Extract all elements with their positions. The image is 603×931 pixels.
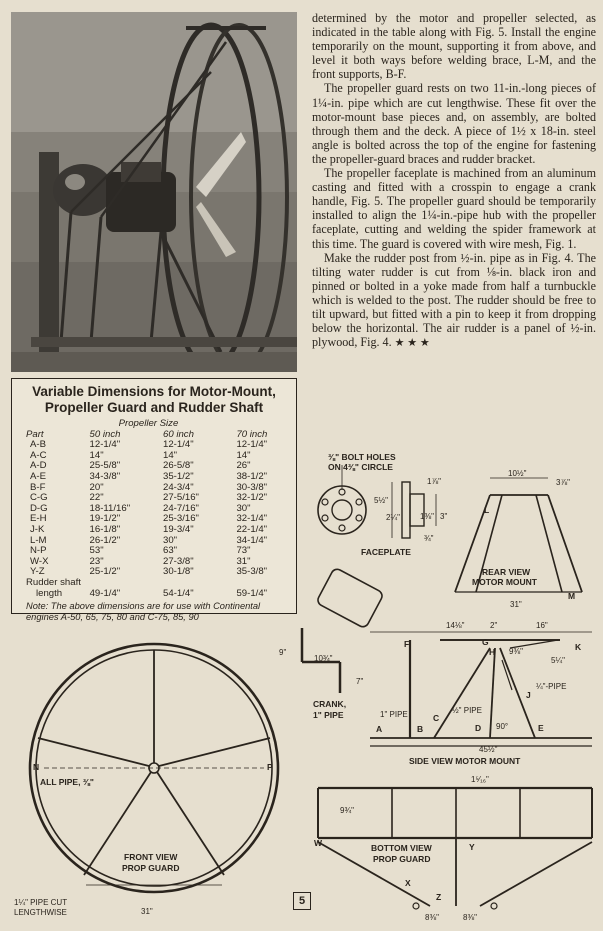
table-cell-part: C-G — [30, 492, 48, 504]
faceplate-dim-1: 5½" — [374, 496, 388, 505]
photo-illustration — [11, 12, 297, 372]
table-cell-value: 34-3/8" — [89, 470, 121, 482]
table-cell-value: 73" — [236, 545, 251, 557]
table-cell-value: 32-1/2" — [236, 492, 268, 504]
rear-point-l: L — [484, 505, 490, 515]
side-top-dim-2: 2" — [490, 621, 498, 630]
rudder-shaft-label: Rudder shaft — [26, 576, 81, 588]
front-point-p: P — [267, 762, 273, 772]
table-cell-value: 19-1/2" — [89, 513, 121, 525]
rear-top-dim-1: 10½" — [508, 469, 527, 478]
rear-point-m: M — [568, 591, 576, 601]
table-row — [26, 493, 296, 504]
bottom-dim-1: 8⅜" — [425, 913, 439, 922]
side-angle: 90° — [496, 722, 509, 731]
table-cell-part: Y-Z — [30, 566, 45, 578]
rear-bottom-dim: 31" — [510, 600, 522, 609]
table-cell-value: 38-1/2" — [236, 470, 268, 482]
article-body — [312, 11, 596, 350]
faceplate-dim-5: 3" — [440, 512, 448, 521]
table-cell-part: A-D — [30, 460, 47, 472]
rear-top-dim-2: 3⅞" — [556, 478, 570, 487]
side-overall-dim: 45½" — [479, 745, 498, 754]
table-cell-part: N-P — [30, 545, 47, 557]
table-cell-value: 30-3/8" — [236, 481, 268, 493]
table-group-header-row — [26, 419, 296, 430]
table-cell-value: 16-1/8" — [89, 523, 121, 535]
faceplate-drawing — [312, 460, 452, 560]
table-row-rudder — [26, 589, 296, 600]
side-point-g: G — [482, 637, 489, 647]
side-pipe-label-1: ¼"-PIPE — [536, 682, 567, 691]
table-cell-value: 30-1/8" — [163, 566, 194, 578]
table-cell-part: A-C — [30, 449, 47, 461]
faceplate-dim-3: 1⅞" — [427, 477, 441, 486]
table-note: Note: The above dimensions are for use with Continental engines A-50, 65, 75, 80 and C-75, 85, 90 — [26, 601, 261, 622]
paragraph-2: The propeller guard rests on two 11-in.-long pieces of 1¼-in. pipe which are cut lengthwise. These fit over the motor-mount base pieces and, on assembly, are bolted through them and the deck. A piece of 1½ x 18-in. steel angle is bolted across the top of the engine for fastening the propeller-guard braces and rudder bracket. — [312, 81, 596, 166]
bottom-height-dim: 9¾" — [340, 806, 354, 815]
side-point-c: C — [433, 713, 440, 723]
table-header-part: Part — [26, 428, 44, 440]
table-cell-value: 23" — [89, 555, 104, 567]
bottom-caption-1: BOTTOM VIEW — [371, 843, 432, 853]
paragraph-4-text: Make the rudder post from ½-in. pipe as in Fig. 4. The tilting water rudder is cut from ⅛-in. black iron and pinned or bolted in a yoke made from half a turnbuckle which is welded to the post. The rudder should be free to tilt upward, but fitted with a pin to keep it from dropping below the horizontal. The air rudder is a panel of ½-in. plywood, Fig. 4. — [312, 250, 596, 350]
front-view-drawing — [14, 630, 294, 890]
cut-label-1: 1¼" PIPE CUT — [14, 898, 68, 907]
bottom-dim-2: 8⅜" — [463, 913, 477, 922]
side-top-dim-3: 16" — [536, 621, 548, 630]
table-cell-part: D-G — [30, 502, 48, 514]
table-cell-part: B-F — [30, 481, 46, 493]
page-number: 5 — [293, 892, 311, 910]
side-pipe-label-3: ½" PIPE — [452, 706, 482, 715]
table-cell-value: 25-5/8" — [89, 460, 121, 472]
airboat-engine-photo — [11, 12, 297, 372]
table-group-header: Propeller Size — [118, 418, 179, 429]
side-point-d: D — [475, 723, 482, 733]
front-caption-1: FRONT VIEW — [124, 852, 178, 862]
table-row — [26, 440, 296, 451]
table-cell-value: 35-1/2" — [163, 470, 194, 482]
bottom-point-w: W — [314, 838, 323, 848]
side-top-dim-1: 14⅛" — [446, 621, 465, 630]
table-cell-value: 63" — [163, 545, 178, 557]
table-cell-part: A-E — [30, 470, 46, 482]
table-row-rudder-label — [26, 578, 296, 589]
table-cell-value: 26" — [236, 460, 251, 472]
front-width-dim: 31" — [141, 907, 153, 916]
side-caption: SIDE VIEW MOTOR MOUNT — [409, 756, 521, 766]
table-cell-value: 27-5/16" — [163, 492, 199, 504]
table-row — [26, 525, 296, 536]
table-cell-value: 32-1/4" — [236, 513, 268, 525]
bottom-caption-2: PROP GUARD — [373, 854, 431, 864]
table-cell-part: E-H — [30, 513, 47, 525]
side-dim-2: 5¼" — [551, 656, 565, 665]
table-cell-value: 35-3/8" — [236, 566, 268, 578]
side-point-j: J — [526, 690, 531, 700]
faceplate-dim-6: ¾" — [424, 534, 434, 543]
table-cell-value: 53" — [89, 545, 104, 557]
crank-caption-1: CRANK, — [313, 699, 347, 709]
table-cell-value: 14" — [163, 449, 178, 461]
table-cell-value: 18-11/16" — [89, 502, 131, 514]
bottom-point-x: X — [405, 878, 411, 888]
table-cell-value: 20" — [89, 481, 104, 493]
side-pipe-label-2: 1" PIPE — [380, 710, 408, 719]
rudder-value-50: 49-1/4" — [89, 587, 121, 599]
table-cell-value: 12-1/4" — [236, 439, 268, 451]
paragraph-4 — [312, 251, 596, 351]
table-cell-value: 26-1/2" — [89, 534, 121, 546]
crank-dim-2: 10¾" — [314, 654, 333, 663]
side-point-h: H — [489, 647, 496, 657]
rudder-value-60: 54-1/4" — [163, 587, 194, 599]
front-caption-2: PROP GUARD — [122, 863, 180, 873]
faceplate-dim-2: 2¼" — [386, 513, 400, 522]
bottom-view-drawing — [310, 782, 596, 917]
table-cell-part: L-M — [30, 534, 47, 546]
table-cell-value: 26-5/8" — [163, 460, 194, 472]
table-cell-value: 12-1/4" — [163, 439, 194, 451]
table-cell-value: 31" — [236, 555, 251, 567]
bottom-point-z: Z — [436, 892, 442, 902]
table-cell-value: 27-3/8" — [163, 555, 194, 567]
faceplate-dim-4: 1⅜" — [420, 512, 434, 521]
table-cell-value: 30" — [163, 534, 178, 546]
paragraph-1: determined by the motor and propeller selected, as indicated in the table along with Fig. 5. Install the engine temporarily on the mount, supporting it from above, and level it both ways before welding brace, L-M, and the front supports, B-F. — [312, 11, 596, 82]
bolt-note-2: ON 4⅜" CIRCLE — [328, 462, 393, 472]
rear-caption-2: MOTOR MOUNT — [472, 577, 538, 587]
rear-caption-1: REAR VIEW — [482, 567, 531, 577]
cut-label-2: LENGTHWISE — [14, 908, 67, 917]
rudder-length-label: length — [36, 587, 63, 599]
table-cell-value: 19-3/4" — [163, 523, 194, 535]
table-row — [26, 472, 296, 483]
dimensions-table — [11, 378, 297, 622]
table-title: Variable Dimensions for Motor-Mount, Propeller Guard and Rudder Shaft — [32, 384, 276, 415]
bolt-note-1: ⅜" BOLT HOLES — [328, 452, 396, 462]
table-cell-value: 30" — [236, 502, 251, 514]
table-cell-part: J-K — [30, 523, 45, 535]
table-cell-value: 22" — [89, 492, 104, 504]
table-cell-value: 12-1/4" — [89, 439, 121, 451]
table-cell-value: 22-1/4" — [236, 523, 268, 535]
table-grid — [26, 419, 296, 599]
table-cell-value: 25-3/16" — [163, 513, 199, 525]
table-row — [26, 451, 296, 462]
table-cell-value: 24-3/4" — [163, 481, 194, 493]
table-row — [26, 546, 296, 557]
table-header-70: 70 inch — [236, 428, 268, 440]
end-mark: ★ ★ ★ — [394, 337, 430, 350]
table-cell-value: 34-1/4" — [236, 534, 268, 546]
table-row — [26, 536, 296, 547]
faceplate-caption: FACEPLATE — [361, 547, 411, 557]
table-cell-value: 24-7/16" — [163, 502, 199, 514]
bottom-point-y: Y — [469, 842, 475, 852]
rudder-value-70: 59-1/4" — [236, 587, 268, 599]
side-dim-1: 9⅜" — [509, 647, 523, 656]
side-point-f: F — [404, 639, 410, 649]
table-header-50: 50 inch — [89, 428, 121, 440]
side-point-e: E — [538, 723, 544, 733]
crank-dim-1: 9" — [279, 648, 287, 657]
table-cell-value: 14" — [236, 449, 251, 461]
paragraph-3: The propeller faceplate is machined from an aluminum casting and fitted with a crosspin to engage a crank handle, Fig. 5. The propeller guard should be temporarily installed to align the 1¼-in.-pipe hub with the propeller faceplate, cutting and welding the spider framework at this time. The guard is covered with wire mesh, Fig. 1. — [312, 166, 596, 251]
table-cell-part: W-X — [30, 555, 49, 567]
all-pipe-label: ALL PIPE, ⅜" — [40, 777, 94, 787]
side-point-k: K — [575, 642, 582, 652]
side-point-b: B — [417, 724, 424, 734]
crank-caption-2: 1" PIPE — [313, 710, 344, 720]
front-point-n: N — [33, 762, 40, 772]
crank-dim-3: 7" — [356, 677, 364, 686]
bottom-top-dim: 1⁵⁄₁₆" — [471, 775, 489, 784]
table-rows — [26, 440, 296, 578]
table-cell-value: 14" — [89, 449, 104, 461]
table-cell-part: A-B — [30, 439, 46, 451]
table-header-60: 60 inch — [162, 428, 194, 440]
table-cell-value: 25-1/2" — [89, 566, 121, 578]
side-point-a: A — [376, 724, 383, 734]
